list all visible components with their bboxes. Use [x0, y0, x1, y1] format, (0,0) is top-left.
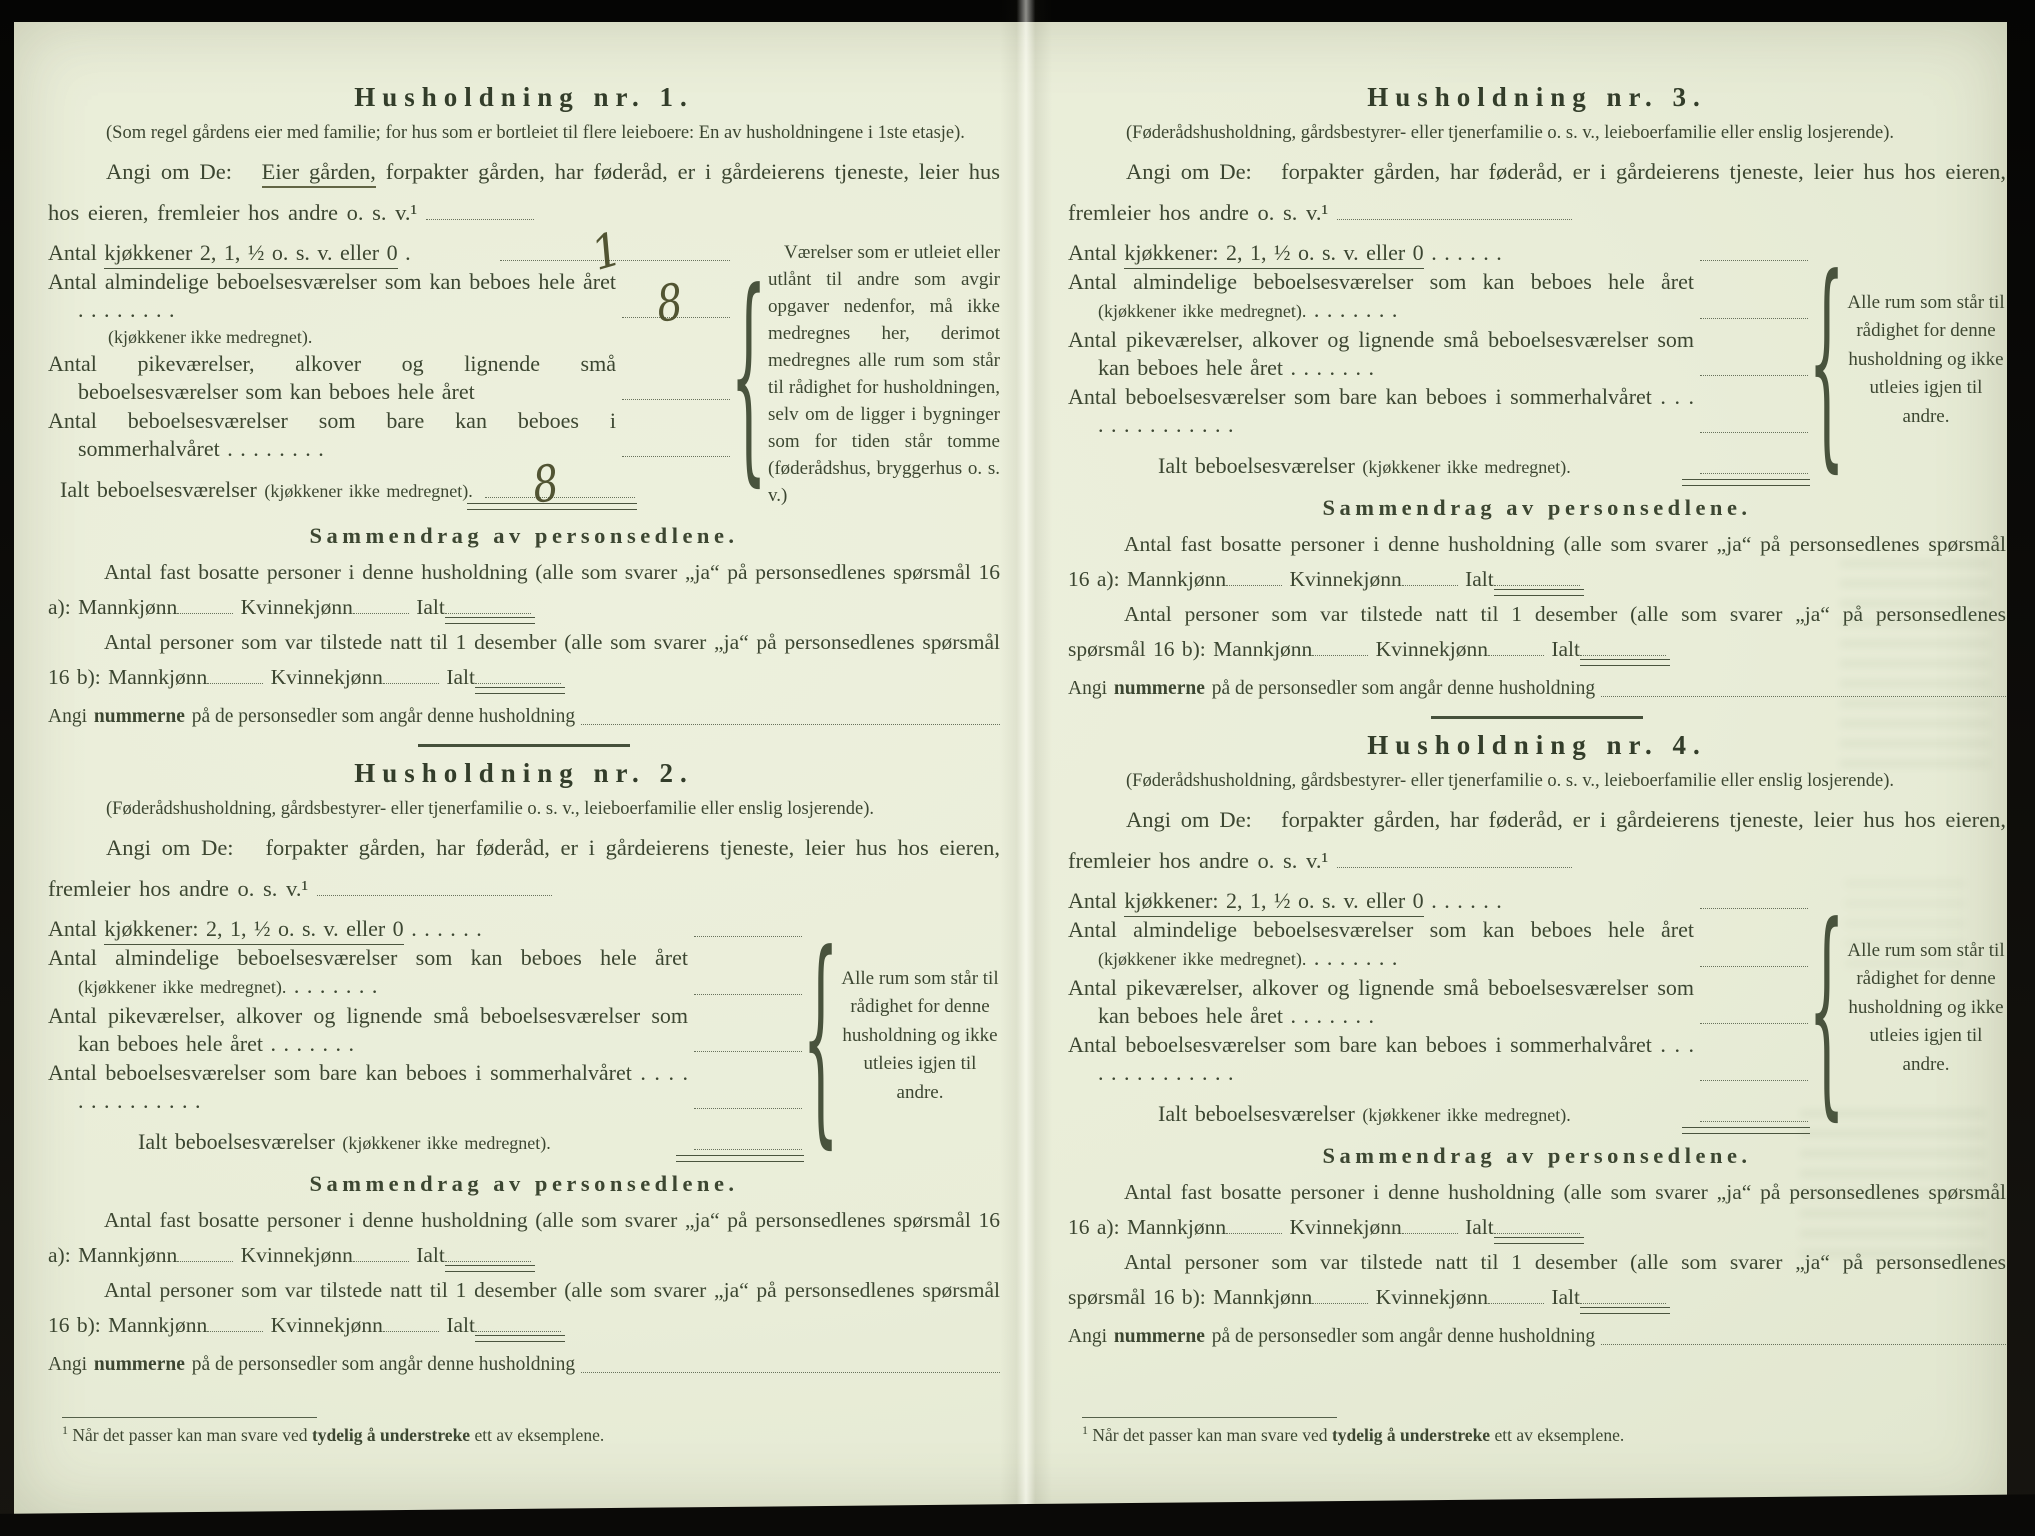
rooms-rows: [1068, 887, 1808, 1129]
numbers-bold: nummerne: [93, 1354, 185, 1375]
label-dots: . . . . . . .: [1313, 945, 1398, 970]
rooms-rows: [48, 915, 802, 1157]
male-count-blank: [1312, 1288, 1368, 1304]
total-note: (kjøkkener ikke medregnet).: [342, 1132, 551, 1153]
numbers-pre: Angi: [48, 1354, 87, 1375]
male-label: Mannkjønn: [78, 1243, 178, 1267]
male-label: Mannkjønn: [1126, 1215, 1227, 1239]
instruction-lead: Angi om De:: [1126, 807, 1252, 832]
household-4-instruction: [1068, 799, 2006, 881]
summary-resident-text: Antal fast bosatte personer i denne husholdning (alle som svarer „ja“ på personsedlenes spørsmål 16 a):: [1068, 532, 2006, 591]
footnote-marker: 1: [1082, 1423, 1088, 1438]
numbers-post: på de personsedler som angår denne husholdning: [191, 1354, 576, 1375]
male-label: Mannkjønn: [1126, 567, 1227, 591]
total-count-label: Ialt: [446, 665, 475, 689]
instruction-rest: forpakter gården, har føderåd, er i gårdeierens tjeneste, leier hus hos eieren, fremleier hos andre o. s. v.¹: [48, 835, 1000, 901]
male-label: Mannkjønn: [108, 1313, 208, 1337]
row-kitchens: [48, 915, 802, 944]
footnote-bold: tydelig å understreke: [1331, 1425, 1491, 1445]
person-card-numbers-line: [1068, 1324, 2006, 1349]
side-note-available-rooms: Alle rum som står til rådighet for denne husholdning og ikke utleies igjen til andre.: [1847, 291, 2005, 427]
label-main: Antal almindelige beboelsesværelser som kan beboes hele året: [1068, 916, 1694, 942]
row-maid-rooms-label: Antal pikeværelser, alkover og lignende små beboelsesværelser som kan beboes hele året . . . . . . .: [48, 1002, 688, 1056]
label-note: (kjøkkener ikke medregnet).: [1098, 301, 1307, 321]
row-kitchens-label: [48, 239, 500, 268]
label-main: Antal almindelige beboelsesværelser som kan beboes hele året: [1068, 268, 1694, 294]
row-summer-rooms: [48, 1059, 802, 1116]
instruction-blank-line: [426, 205, 534, 220]
total-note: (kjøkkener ikke medregnet).: [1362, 456, 1571, 477]
rooms-rows: [48, 221, 730, 515]
row-ordinary-rooms-label: [48, 944, 694, 1002]
person-card-numbers-blank: [581, 722, 1000, 725]
row-summer-rooms: [48, 407, 730, 464]
male-count-blank: [207, 668, 263, 684]
total-count-label: Ialt: [1465, 1215, 1494, 1239]
label-underlined-options: kjøkkener 2, 1, ½ o. s. v. eller 0: [104, 240, 397, 269]
household-2-intro: (Føderådshusholdning, gårdsbestyrer- eller tjenerfamilie o. s. v., leieboerfamilie eller enslig losjerende).: [106, 799, 874, 819]
instruction-lead: Angi om De:: [106, 835, 234, 860]
female-count-blank: [1488, 640, 1544, 656]
total-count-label: Ialt: [1551, 1285, 1580, 1309]
summary-present-text: Antal personer som var tilstede natt til 1 desember (alle som svarer „ja“ på personsedlenes spørsmål 16 b):: [48, 630, 1000, 689]
bleed-through-smudge: [1840, 560, 1990, 770]
total-label: Ialt beboelsesværelser: [1158, 452, 1355, 478]
summary-heading: Sammendrag av personsedlene.: [309, 1171, 739, 1196]
household-1-intro: (Som regel gårdens eier med familie; for hus som er bortleiet til flere leieboere: En av husholdningene i 1ste etasje).: [106, 123, 965, 143]
instruction-blank-line: [1337, 853, 1572, 868]
male-count-blank: [1226, 1218, 1282, 1234]
answer-line-kitchens: [1700, 256, 1808, 261]
numbers-bold: nummerne: [1113, 678, 1205, 699]
numbers-pre: Angi: [1068, 678, 1107, 699]
footnote-post: ett av eksemplene.: [474, 1425, 605, 1445]
instruction-lead: Angi om De:: [1126, 159, 1252, 184]
row-total-label: [1068, 1100, 1700, 1130]
household-section-2: [48, 758, 1000, 1377]
row-total-rooms: [1068, 452, 1808, 482]
household-1-title: Husholdning nr. 1.: [354, 82, 694, 112]
row-kitchens-label: [48, 915, 694, 944]
summary-resident-text: Antal fast bosatte personer i denne husholdning (alle som svarer „ja“ på personsedlenes spørsmål 16 a):: [1068, 1180, 2006, 1239]
total-count-blank: [475, 668, 561, 684]
person-card-numbers-text: [48, 704, 575, 729]
row-ordinary-rooms: [1068, 268, 1808, 326]
female-count-blank: [1402, 570, 1458, 586]
instruction-rest: forpakter gården, har føderåd, er i gårdeierens tjeneste, leier hus hos eieren, fremleier hos andre o. s. v.¹: [1068, 807, 2006, 873]
label-dots: . . . . . .: [411, 916, 482, 941]
answer-line-ordinary-rooms: [1700, 314, 1808, 319]
label-underlined-options: kjøkkener: 2, 1, ½ o. s. v. eller 0: [104, 916, 403, 945]
curly-brace-icon: {: [1808, 875, 1846, 1141]
instruction-rest: forpakter gården, har føderåd, er i gårdeierens tjeneste, leier hus hos eieren, fremleier hos andre o. s. v.¹: [1068, 159, 2006, 225]
row-summer-rooms: [1068, 1031, 1808, 1088]
summary-resident-text: Antal fast bosatte personer i denne husholdning (alle som svarer „ja“ på personsedlenes spørsmål 16 a):: [48, 560, 1000, 619]
row-kitchens-label: [1068, 239, 1700, 268]
curly-brace-icon: {: [802, 903, 840, 1169]
answer-line-maid-rooms: [1700, 371, 1808, 376]
person-card-numbers-line: [48, 1352, 1000, 1377]
label-pre: Antal: [48, 240, 97, 265]
person-card-numbers-text: [1068, 676, 1595, 701]
row-kitchens: [1068, 239, 1808, 268]
summary-heading: Sammendrag av personsedlene.: [1322, 1143, 1752, 1168]
total-count-blank: [475, 1316, 561, 1332]
male-count-blank: [1226, 570, 1282, 586]
row-ordinary-rooms: [48, 268, 730, 334]
female-count-blank: [353, 598, 409, 614]
side-note-available-rooms: Alle rum som står til rådighet for denne husholdning og ikke utleies igjen til andre.: [1847, 939, 2005, 1075]
row-summer-rooms-label: Antal beboelsesværelser som bare kan beboes i sommerhalvåret . . . . . . . . . . . . . .: [48, 1059, 688, 1113]
footnote-bold: tydelig å understreke: [311, 1425, 471, 1445]
summary-resident-text: Antal fast bosatte personer i denne husholdning (alle som svarer „ja“ på personsedlenes spørsmål 16 a):: [48, 1208, 1000, 1267]
label-dots: . . . . . .: [1431, 888, 1502, 913]
footnote-post: ett av eksemplene.: [1494, 1425, 1625, 1445]
total-count-blank: [1494, 1218, 1580, 1234]
answer-line-summer-rooms: [1700, 1076, 1808, 1081]
summary-present-text: Antal personer som var tilstede natt til 1 desember (alle som svarer „ja“ på personsedlenes spørsmål 16 b):: [1068, 602, 2006, 661]
row-summer-rooms-label: Antal beboelsesværelser som bare kan beboes i sommerhalvåret . . . . . . . . . . . . . .: [1068, 383, 1694, 437]
total-label: Ialt beboelsesværelser: [1158, 1100, 1355, 1126]
answer-line-kitchens: [500, 221, 730, 281]
total-count-blank: [445, 1246, 531, 1262]
male-label: Mannkjønn: [1213, 637, 1313, 661]
label-note: (kjøkkener ikke medregnet).: [1098, 949, 1307, 969]
female-label: Kvinnekjønn: [1375, 1285, 1488, 1309]
label-dots: . . . . . . .: [293, 973, 378, 998]
section-divider: [418, 744, 630, 747]
row-total-label: [1068, 452, 1700, 482]
household-3-title: Husholdning nr. 3.: [1367, 82, 1707, 112]
male-count-blank: [207, 1316, 263, 1332]
total-count-label: Ialt: [416, 595, 445, 619]
numbers-pre: Angi: [48, 706, 87, 727]
row-ordinary-rooms: [48, 944, 802, 1002]
page-fold-seam: [1000, 0, 1052, 1536]
row-ordinary-rooms-note: (kjøkkener ikke medregnet).: [108, 326, 313, 347]
curly-brace-icon: {: [730, 241, 768, 507]
label-main: Antal almindelige beboelsesværelser som kan beboes hele året: [48, 944, 688, 970]
person-card-numbers-line: [48, 704, 1000, 729]
answer-line-maid-rooms: [1700, 1019, 1808, 1024]
row-total-label: [48, 476, 485, 506]
label-pre: Antal: [1068, 888, 1117, 913]
page-left: [48, 0, 1000, 1492]
label-underlined-options: kjøkkener: 2, 1, ½ o. s. v. eller 0: [1124, 888, 1423, 917]
female-label: Kvinnekjønn: [1289, 1215, 1402, 1239]
instruction-rest: forpakter gården, har føderåd, er i gårdeierens tjeneste, leier hus hos eieren, fremleier hos andre o. s. v.¹: [48, 159, 1000, 225]
male-count-blank: [177, 1246, 233, 1262]
answer-line-total: [694, 1145, 802, 1150]
answer-line-total: [485, 454, 635, 515]
total-count-blank: [445, 598, 531, 614]
total-note: (kjøkkener ikke medregnet).: [1362, 1104, 1571, 1125]
total-count-blank: [1580, 1288, 1666, 1304]
male-label: Mannkjønn: [78, 595, 178, 619]
rooms-rows: [1068, 239, 1808, 481]
male-count-blank: [1312, 640, 1368, 656]
footnote-rule: [62, 1417, 317, 1418]
total-note: (kjøkkener ikke medregnet).: [264, 480, 473, 501]
row-kitchens: [1068, 887, 1808, 916]
side-note-available-rooms: Alle rum som står til rådighet for denne husholdning og ikke utleies igjen til andre.: [841, 967, 999, 1103]
answer-line-total: [1700, 1117, 1808, 1122]
row-kitchens: [48, 221, 730, 281]
person-card-numbers-text: [48, 1352, 575, 1377]
row-maid-rooms-label: Antal pikeværelser, alkover og lignende små beboelsesværelser som kan beboes hele året . . . . . . .: [1068, 974, 1694, 1028]
person-card-numbers-blank: [581, 1370, 1000, 1373]
instruction-blank-line: [1337, 205, 1572, 220]
row-kitchens-label: [1068, 887, 1700, 916]
summary-present-text: Antal personer som var tilstede natt til 1 desember (alle som svarer „ja“ på personsedlenes spørsmål 16 b):: [1068, 1250, 2006, 1309]
answer-line-summer-rooms: [1700, 428, 1808, 433]
rooms-form-1: [48, 221, 1000, 515]
footnote-marker: 1: [62, 1423, 68, 1438]
answer-line-kitchens: [1700, 904, 1808, 909]
female-count-blank: [353, 1246, 409, 1262]
answer-line-ordinary-rooms: [694, 990, 802, 995]
row-ordinary-rooms-label: [1068, 916, 1700, 974]
total-count-label: Ialt: [446, 1313, 475, 1337]
rooms-form-2: [48, 903, 1000, 1169]
numbers-post: på de personsedler som angår denne husholdning: [1211, 1326, 1596, 1347]
person-card-numbers-blank: [1601, 1342, 2006, 1345]
female-label: Kvinnekjønn: [1289, 567, 1402, 591]
row-maid-rooms-label: Antal pikeværelser, alkover og lignende små beboelsesværelser som kan beboes hele året . . . . . . .: [1068, 326, 1694, 380]
label-dots: . . . . . .: [1431, 240, 1502, 265]
row-maid-rooms: [48, 350, 730, 407]
label-pre: Antal: [1068, 240, 1117, 265]
summary-line-resident: [48, 1203, 1000, 1273]
instruction-lead: Angi om De:: [106, 159, 232, 184]
label-note: (kjøkkener ikke medregnet).: [78, 977, 287, 997]
handwritten-value-total: 8: [530, 454, 562, 515]
footnote: [1082, 1417, 1996, 1446]
row-maid-rooms: [48, 1002, 802, 1059]
row-ordinary-rooms-label: Antal almindelige beboelsesværelser som kan beboes hele året . . . . . . . .: [48, 268, 616, 322]
female-label: Kvinnekjønn: [240, 1243, 353, 1267]
row-ordinary-rooms: [1068, 916, 1808, 974]
numbers-pre: Angi: [1068, 1326, 1107, 1347]
household-2-title: Husholdning nr. 2.: [354, 758, 694, 788]
answer-line-summer-rooms: [694, 1104, 802, 1109]
row-maid-rooms: [1068, 326, 1808, 383]
household-section-1: [48, 82, 1000, 729]
total-count-label: Ialt: [416, 1243, 445, 1267]
row-ordinary-rooms-label: [1068, 268, 1700, 326]
summary-line-resident: [48, 555, 1000, 625]
total-count-blank: [1580, 640, 1666, 656]
bleed-through-smudge: [1845, 880, 1965, 970]
side-note-rented-rooms: Værelser som er utleiet eller utlånt til andre som avgir opgaver nedenfor, må ikke medregnes her, derimot medregnes alle rum som står til rådighet for husholdningen, selv om de ligger i bygninger som for tiden står tomme (føderådshus, bryggerhus o. s. v.): [768, 242, 1000, 506]
female-label: Kvinnekjønn: [1375, 637, 1488, 661]
numbers-post: på de personsedler som angår denne husholdning: [1211, 678, 1596, 699]
answer-line-maid-rooms: [694, 1047, 802, 1052]
rooms-form-3: [1068, 227, 2006, 493]
household-4-intro: (Føderådshusholdning, gårdsbestyrer- eller tjenerfamilie o. s. v., leieboerfamilie eller enslig losjerende).: [1126, 771, 1894, 791]
answer-line-ordinary-rooms: [1700, 962, 1808, 967]
summary-heading: Sammendrag av personsedlene.: [309, 523, 739, 548]
numbers-bold: nummerne: [1113, 1326, 1205, 1347]
household-1-instruction: [48, 151, 1000, 233]
female-count-blank: [1488, 1288, 1544, 1304]
row-total-rooms: [48, 454, 730, 515]
row-total-rooms: [48, 1128, 802, 1158]
person-card-numbers-text: [1068, 1324, 1595, 1349]
male-label: Mannkjønn: [108, 665, 208, 689]
footnote: [62, 1417, 990, 1446]
household-3-instruction: [1068, 151, 2006, 233]
instruction-answer-handwritten-underline: Eier gården,: [262, 159, 376, 188]
numbers-post: på de personsedler som angår denne husholdning: [191, 706, 576, 727]
numbers-bold: nummerne: [93, 706, 185, 727]
bleed-through-smudge: [1800, 1110, 1985, 1260]
female-label: Kvinnekjønn: [240, 595, 353, 619]
summary-line-present: [48, 625, 1000, 695]
curly-brace-icon: {: [1808, 227, 1846, 493]
female-count-blank: [383, 668, 439, 684]
label-underlined-options: kjøkkener: 2, 1, ½ o. s. v. eller 0: [1124, 240, 1423, 269]
footnote-rule: [1082, 1417, 1337, 1418]
instruction-blank-line: [317, 881, 552, 896]
row-summer-rooms-label: Antal beboelsesværelser som bare kan beboes i sommerhalvåret . . . . . . . .: [48, 407, 616, 461]
summary-present-text: Antal personer som var tilstede natt til 1 desember (alle som svarer „ja“ på personsedlenes spørsmål 16 b):: [48, 1278, 1000, 1337]
answer-line-kitchens: [694, 932, 802, 937]
female-count-blank: [1402, 1218, 1458, 1234]
household-4-title: Husholdning nr. 4.: [1367, 730, 1707, 760]
footnote-pre: Når det passer kan man svare ved: [1092, 1425, 1328, 1445]
answer-line-total: [1700, 469, 1808, 474]
row-total-rooms: [1068, 1100, 1808, 1130]
household-2-instruction: [48, 827, 1000, 909]
section-divider: [1431, 716, 1643, 719]
total-count-label: Ialt: [1465, 567, 1494, 591]
female-label: Kvinnekjønn: [270, 1313, 383, 1337]
label-dots: . . . . . . .: [1313, 297, 1398, 322]
household-3-intro: (Føderådshusholdning, gårdsbestyrer- eller tjenerfamilie o. s. v., leieboerfamilie eller enslig losjerende).: [1126, 123, 1894, 143]
row-summer-rooms-label: Antal beboelsesværelser som bare kan beboes i sommerhalvåret . . . . . . . . . . . . . .: [1068, 1031, 1694, 1085]
total-count-blank: [1494, 570, 1580, 586]
female-count-blank: [383, 1316, 439, 1332]
handwritten-value-kitchens: 1: [585, 221, 629, 281]
row-maid-rooms-label: Antal pikeværelser, alkover og lignende små beboelsesværelser som kan beboes hele året: [48, 350, 616, 404]
row-summer-rooms: [1068, 383, 1808, 440]
total-count-label: Ialt: [1551, 637, 1580, 661]
female-label: Kvinnekjønn: [270, 665, 383, 689]
answer-line-maid-rooms: [622, 395, 730, 400]
row-maid-rooms: [1068, 974, 1808, 1031]
summary-heading: Sammendrag av personsedlene.: [1322, 495, 1752, 520]
handwritten-value-ordinary-rooms: 8: [653, 274, 685, 334]
answer-line-ordinary-rooms: [622, 274, 730, 334]
total-label: Ialt beboelsesværelser: [138, 1128, 335, 1154]
label-dots: .: [405, 240, 411, 265]
summary-line-present: [48, 1273, 1000, 1343]
row-total-label: [48, 1128, 694, 1158]
label-pre: Antal: [48, 916, 97, 941]
male-label: Mannkjønn: [1213, 1285, 1313, 1309]
male-count-blank: [177, 598, 233, 614]
answer-line-summer-rooms: [622, 452, 730, 457]
total-label: Ialt beboelsesværelser: [60, 476, 257, 502]
footnote-pre: Når det passer kan man svare ved: [72, 1425, 308, 1445]
